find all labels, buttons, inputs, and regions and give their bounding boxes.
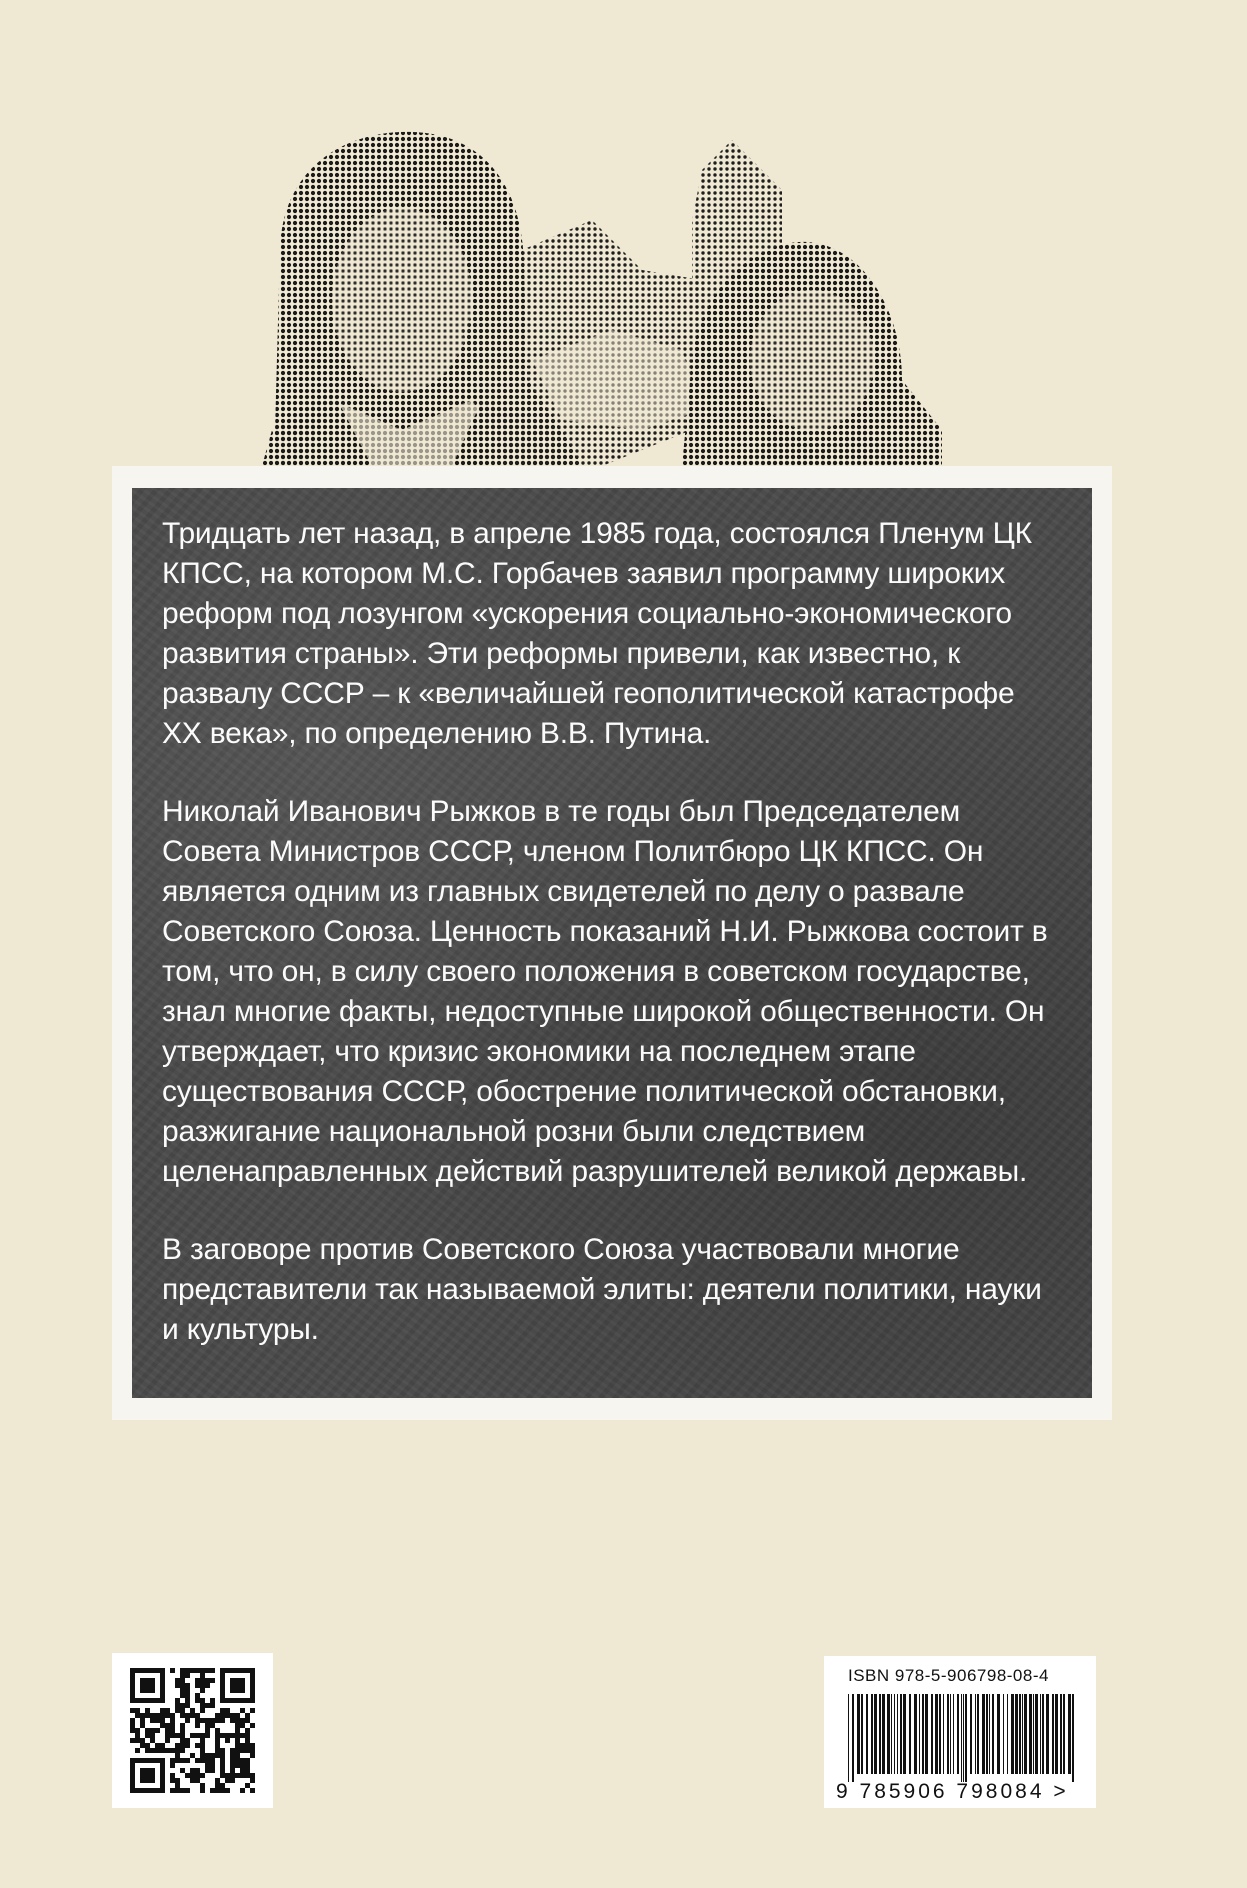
- text-frame: [112, 466, 1112, 1420]
- paragraph-2: Николай Иванович Рыжков в те годы был Председателем Совета Министров СССР, членом Политбюро ЦК КПСС. Он является одним из главных свидетелей по делу о развале Советского Союза. Ценность показаний Н.И. Рыжкова состоит в том, что он, в силу своего положения в советском государстве, знал многие факты, недоступные широкой общественности. Он утверждает, что кризис экономики на последнем этапе существования СССР, обострение политической обстановки, разжигание национальной розни были следствием целенаправленных действий разрушителей великой державы.: [162, 795, 1048, 1188]
- paragraph-1: Тридцать лет назад, в апреле 1985 года, состоялся Пленум ЦК КПСС, на котором М.С. Горбачев заявил программу широких реформ под лозунгом «ускорения социально-экономического развития страны». Эти реформы привели, как известно, к развалу СССР – к «величайшей геополитической катастрофе XX века», по определению В.В. Путина.: [162, 517, 1032, 750]
- isbn-digits: 9 785906 798084 >: [836, 1780, 1069, 1803]
- isbn-label: ISBN 978-5-906798-08-4: [848, 1666, 1049, 1685]
- qr-code-icon: [112, 1653, 273, 1808]
- barcode-icon: [824, 1656, 1096, 1808]
- paragraph-3: В заговоре против Советского Союза участвовали многие представители так называемой элиты: деятели политики, науки и культуры.: [162, 1233, 1042, 1346]
- text-panel: [132, 488, 1092, 1398]
- cover-photo: [262, 130, 942, 466]
